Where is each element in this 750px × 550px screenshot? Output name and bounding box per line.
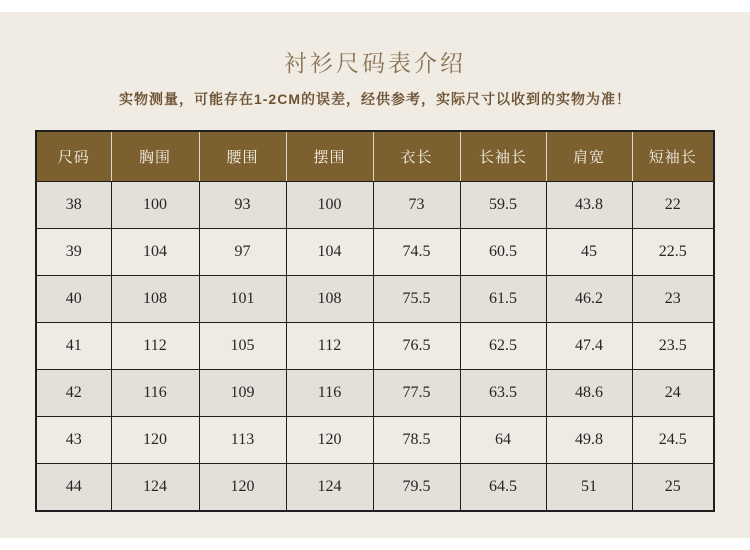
column-header: 长袖长 — [460, 131, 546, 182]
table-cell: 73 — [373, 182, 460, 229]
table-cell: 47.4 — [546, 323, 632, 370]
page-title: 衬衫尺码表介绍 — [284, 50, 466, 76]
table-cell: 108 — [111, 276, 199, 323]
column-header: 腰围 — [199, 131, 286, 182]
column-header: 短袖长 — [632, 131, 714, 182]
table-row — [36, 276, 714, 323]
table-cell: 116 — [111, 370, 199, 417]
table-cell: 112 — [111, 323, 199, 370]
table-cell: 23.5 — [632, 323, 714, 370]
page-background — [0, 12, 750, 550]
table-cell: 63.5 — [460, 370, 546, 417]
table-cell: 23 — [632, 276, 714, 323]
table-cell: 97 — [199, 229, 286, 276]
table-cell: 105 — [199, 323, 286, 370]
table-cell: 108 — [286, 276, 373, 323]
table-cell: 44 — [36, 464, 111, 512]
table-cell: 120 — [111, 417, 199, 464]
size-table-header-row — [36, 131, 714, 182]
table-cell: 48.6 — [546, 370, 632, 417]
table-cell: 42 — [36, 370, 111, 417]
table-cell: 76.5 — [373, 323, 460, 370]
table-cell: 41 — [36, 323, 111, 370]
table-cell: 22.5 — [632, 229, 714, 276]
table-cell: 120 — [286, 417, 373, 464]
table-cell: 101 — [199, 276, 286, 323]
column-header: 胸围 — [111, 131, 199, 182]
table-row — [36, 229, 714, 276]
column-header: 衣长 — [373, 131, 460, 182]
column-header: 摆围 — [286, 131, 373, 182]
table-cell: 104 — [111, 229, 199, 276]
size-chart-panel — [0, 12, 750, 538]
table-row — [36, 464, 714, 512]
table-cell: 43 — [36, 417, 111, 464]
table-cell: 40 — [36, 276, 111, 323]
table-cell: 124 — [111, 464, 199, 512]
table-cell: 60.5 — [460, 229, 546, 276]
table-cell: 38 — [36, 182, 111, 229]
table-row — [36, 370, 714, 417]
table-cell: 24 — [632, 370, 714, 417]
table-cell: 77.5 — [373, 370, 460, 417]
table-cell: 51 — [546, 464, 632, 512]
table-cell: 22 — [632, 182, 714, 229]
table-cell: 49.8 — [546, 417, 632, 464]
table-cell: 46.2 — [546, 276, 632, 323]
column-header: 肩宽 — [546, 131, 632, 182]
measurement-note: 实物测量，可能存在1-2CM的误差，经供参考，实际尺寸以收到的实物为准！ — [118, 91, 631, 107]
table-cell: 39 — [36, 229, 111, 276]
table-cell: 116 — [286, 370, 373, 417]
table-cell: 74.5 — [373, 229, 460, 276]
table-cell: 112 — [286, 323, 373, 370]
table-cell: 62.5 — [460, 323, 546, 370]
table-cell: 104 — [286, 229, 373, 276]
size-table-body — [36, 182, 714, 512]
table-cell: 100 — [111, 182, 199, 229]
table-row — [36, 417, 714, 464]
table-cell: 64.5 — [460, 464, 546, 512]
table-cell: 25 — [632, 464, 714, 512]
table-cell: 75.5 — [373, 276, 460, 323]
table-cell: 64 — [460, 417, 546, 464]
table-cell: 78.5 — [373, 417, 460, 464]
table-cell: 113 — [199, 417, 286, 464]
table-row — [36, 182, 714, 229]
table-cell: 93 — [199, 182, 286, 229]
table-row — [36, 323, 714, 370]
column-header: 尺码 — [36, 131, 111, 182]
table-cell: 61.5 — [460, 276, 546, 323]
table-cell: 79.5 — [373, 464, 460, 512]
table-cell: 124 — [286, 464, 373, 512]
table-cell: 100 — [286, 182, 373, 229]
table-cell: 24.5 — [632, 417, 714, 464]
table-cell: 43.8 — [546, 182, 632, 229]
size-table — [35, 130, 715, 512]
table-cell: 120 — [199, 464, 286, 512]
table-cell: 59.5 — [460, 182, 546, 229]
table-cell: 45 — [546, 229, 632, 276]
table-cell: 109 — [199, 370, 286, 417]
